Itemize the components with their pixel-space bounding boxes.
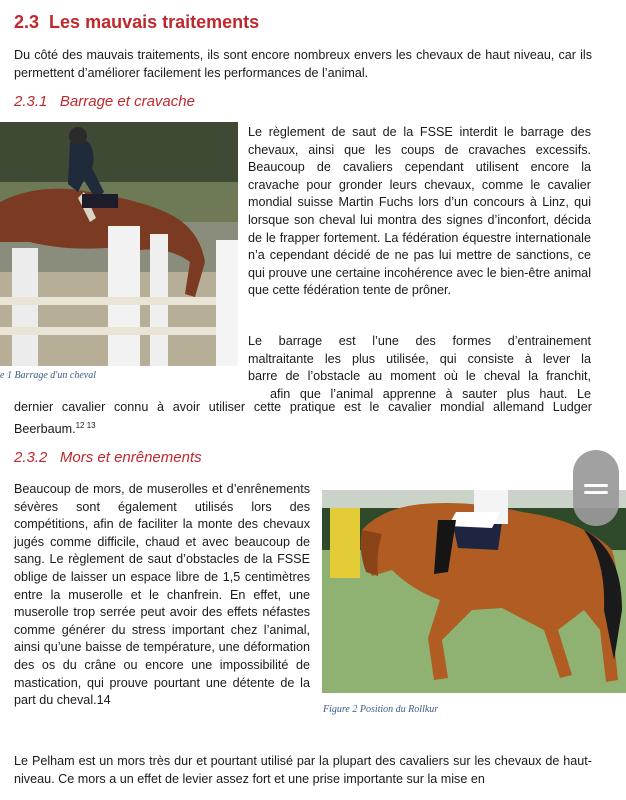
sub2-paragraph-1: [14, 481, 310, 710]
sub1-paragraph-1: Le règlement de saut de la FSSE interdit le barrage des chevaux, ainsi que les coups de cravaches excessifs. Beaucoup de cavaliers cependant utilisent encore la cravache pour gronder leurs chevaux, comme le cavalier mondial suisse Martin Fuchs lors d’un concours à Linz, qui lorsque son cheval lui montra des signes d’inconfort, décida de le frapper fortement. La fédération équestre internationale n’a cependant décidé de ne pas lui mettre de sanctions, ce qui prouve une certaine incohérence avec le bien-être animal que cette fédération tente de prôner.: [248, 125, 591, 298]
horse-jumping-photo: [0, 122, 238, 366]
figure-2-caption: Figure 2 Position du Rollkur: [323, 704, 439, 715]
figure-1-image: [0, 122, 238, 366]
sub1-para2-line-2: maltraitante les plus utilisée, qui consiste à lever la: [248, 351, 591, 366]
subsection-title: Barrage et cravache: [59, 93, 195, 110]
grip-line-icon: [584, 491, 608, 494]
sub1-para2-line-1: Le barrage est l’une des formes d’entrainement: [248, 334, 591, 348]
sub2-paragraph-2: Le Pelham est un mors très dur et pourtant utilisé par la plupart des cavaliers sur les chevaux de haut-niveau. Ce mors a un effet de levier assez fort et une prise importante sur la mise en: [14, 754, 592, 786]
subsection-number: 2.3.1: [14, 93, 48, 110]
section-heading: [14, 12, 259, 33]
section-intro: Du côté des mauvais traitements, ils sont encore nombreux envers les chevaux de haut niveau, car ils permettent d’améliorer facilement les performances de l’animal.: [14, 48, 592, 80]
sub1-paragraph-2-wrapped: [248, 333, 591, 386]
subsection-heading-1: [14, 93, 195, 110]
grip-line-icon: [584, 484, 608, 487]
section-title: Les mauvais traitements: [49, 12, 260, 32]
subsection-heading-2: [14, 449, 202, 466]
figure-1-caption: e 1 Barrage d'un cheval: [0, 370, 97, 381]
section-number: 2.3: [14, 12, 40, 32]
sub2-para1-text: Beaucoup de mors, de muserolles et d’enrênements sévères sont également utilisés lors des compétitions, afin de faciliter la monte des chevaux jugés comme difficile, chaud et avec beaucoup de sang. Le règlement de saut d’obstacles de la FSSE oblige de laisser un espace libre de 1,5 centimètres entre la muserolle et le chanfrein. En effet, une muserolle trop serrée peut avoir des effets néfastes comme générer du stress important chez l’animal, ainsi qu’une baisse de température, une déformation des os du crâne ou encore une impossibilité de mastication, qui prouve pourtant une détente de la part du cheval.: [14, 482, 310, 708]
sub1-para2-line-3: barre de l’obstacle au moment où le cheval la franchit,: [248, 369, 591, 384]
sub1-paragraph-2-end: [14, 399, 592, 438]
subsection-title: Mors et enrênements: [59, 449, 202, 466]
footnote-ref-14: 14: [96, 693, 111, 708]
scroll-handle[interactable]: [573, 450, 619, 526]
footnote-refs-12-13: 12 13: [75, 420, 96, 430]
sub1-para2-line-4: afin que l’animal apprenne à sauter plus haut. Le: [270, 387, 591, 401]
subsection-number: 2.3.2: [14, 449, 48, 466]
sub1-para2-end-text: dernier cavalier connu à avoir utiliser cette pratique est le cavalier mondial allemand Ludger Beerbaum.: [14, 400, 592, 436]
